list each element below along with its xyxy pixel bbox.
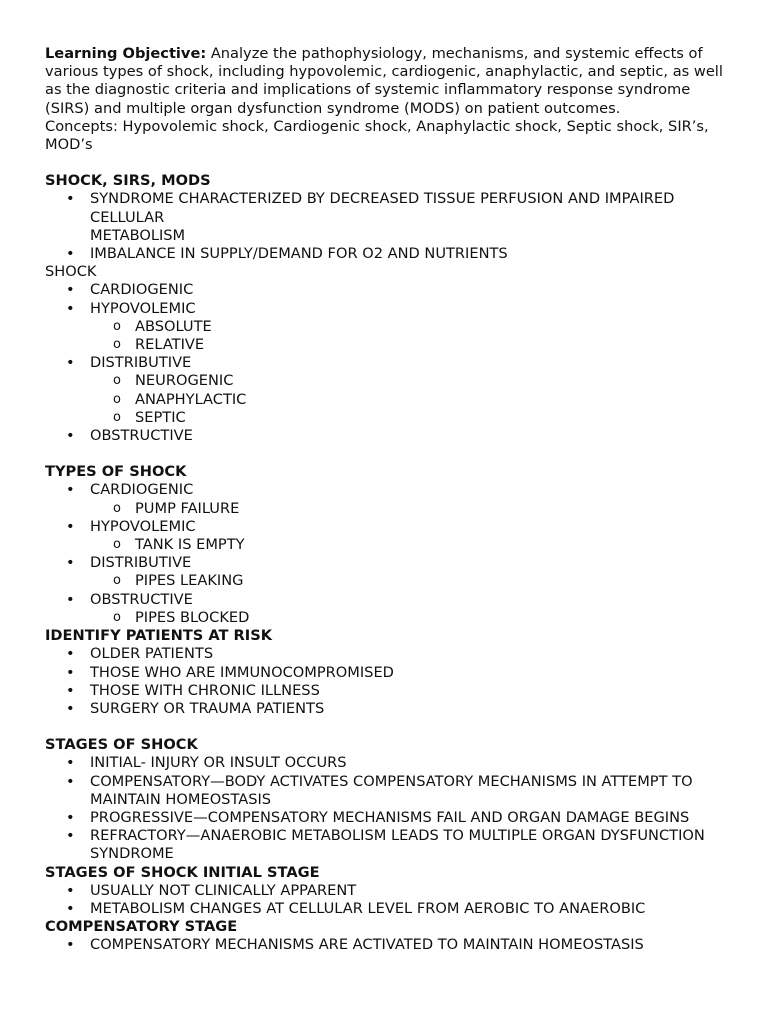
sub-list-item: o NEUROGENIC [45,372,728,390]
sub-list [45,536,728,554]
sub-list [45,572,728,590]
list-item: • USUALLY NOT CLINICALLY APPARENT [45,882,728,900]
learning-objective [45,45,728,154]
list-item-text: HYPOVOLEMIC [90,299,196,317]
bullet-list [45,754,728,863]
list-item: • PROGRESSIVE—COMPENSATORY MECHANISMS FAIL AND ORGAN DAMAGE BEGINS [45,809,728,827]
sub-list [45,609,728,627]
sub-list [45,500,728,518]
list-item [45,190,728,245]
list-item-text: METABOLISM [90,226,186,244]
list-item: • COMPENSATORY—BODY ACTIVATES COMPENSATORY MECHANISMS IN ATTEMPT TO MAINTAIN HOMEOSTASIS [45,773,728,809]
list-item: • CARDIOGENIC [45,481,728,499]
objective-label: Learning Objective: [45,45,207,62]
list-item-text: SYNDROME CHARACTERIZED BY DECREASED TISSUE PERFUSION AND IMPAIRED CELLULAR [90,190,675,226]
list-item: • METABOLISM CHANGES AT CELLULAR LEVEL FROM AEROBIC TO ANAEROBIC [45,900,728,918]
bullet-list [45,554,728,572]
list-item: • OBSTRUCTIVE [45,591,728,609]
bullet-list [45,427,728,445]
section-heading: IDENTIFY PATIENTS AT RISK [45,627,273,645]
list-item: • DISTRIBUTIVE [45,554,728,572]
list-item: • CARDIOGENIC [45,281,728,299]
sub-list-item: o PIPES LEAKING [45,572,728,590]
section-heading: STAGES OF SHOCK [45,736,198,754]
section-heading: STAGES OF SHOCK INITIAL STAGE [45,863,320,881]
list-item: • THOSE WITH CHRONIC ILLNESS [45,682,728,700]
sub-list-item: o PUMP FAILURE [45,500,728,518]
list-item: • REFRACTORY—ANAEROBIC METABOLISM LEADS TO MULTIPLE ORGAN DYSFUNCTION SYNDROME [45,827,728,863]
bullet-list [45,591,728,609]
list-item: • OLDER PATIENTS [45,645,728,663]
objective-concepts: Concepts: Hypovolemic shock, Cardiogenic shock, Anaphylactic shock, Septic shock, SIR’s, MOD’s [45,117,709,154]
sub-list-item: o RELATIVE [45,336,728,354]
sub-list-item: o TANK IS EMPTY [45,536,728,554]
bullet-list [45,190,728,263]
sub-list-item: o PIPES BLOCKED [45,609,728,627]
section-heading: COMPENSATORY STAGE [45,918,238,936]
list-item [45,300,728,318]
bullet-list [45,354,728,372]
list-item: • OBSTRUCTIVE [45,427,728,445]
objective-text: Analyze the pathophysiology, mechanisms, and systemic effects of various types of shock, including hypovolemic, cardiogenic, anaphylactic, and septic, as well as the diagnostic criteria and implications of systemic inflammatory response syndrome (SIRS) and multiple organ dysfunction syndrome (MODS) on patient outcomes. [45,45,723,117]
list-item: • IMBALANCE IN SUPPLY/DEMAND FOR O2 AND NUTRIENTS [45,245,728,263]
list-item: • HYPOVOLEMIC [45,518,728,536]
list-item: • DISTRIBUTIVE [45,354,728,372]
spacer [45,445,728,463]
section-label: SHOCK [45,263,97,281]
sub-list-item: o ANAPHYLACTIC [45,391,728,409]
bullet-list [45,936,728,954]
section-heading: TYPES OF SHOCK [45,463,187,481]
sub-list-item: o SEPTIC [45,409,728,427]
list-item: • INITIAL- INJURY OR INSULT OCCURS [45,754,728,772]
sub-list [45,318,728,354]
list-item: • SURGERY OR TRAUMA PATIENTS [45,700,728,718]
bullet-list [45,281,728,317]
list-item: • THOSE WHO ARE IMMUNOCOMPROMISED [45,664,728,682]
section-heading: SHOCK, SIRS, MODS [45,172,211,190]
sub-list-item: o ABSOLUTE [45,318,728,336]
bullet-list [45,645,728,718]
spacer [45,718,728,736]
bullet-list [45,518,728,536]
list-item: • COMPENSATORY MECHANISMS ARE ACTIVATED TO MAINTAIN HOMEOSTASIS [45,936,728,954]
sub-list [45,372,728,427]
bullet-list [45,481,728,499]
bullet-list [45,882,728,918]
